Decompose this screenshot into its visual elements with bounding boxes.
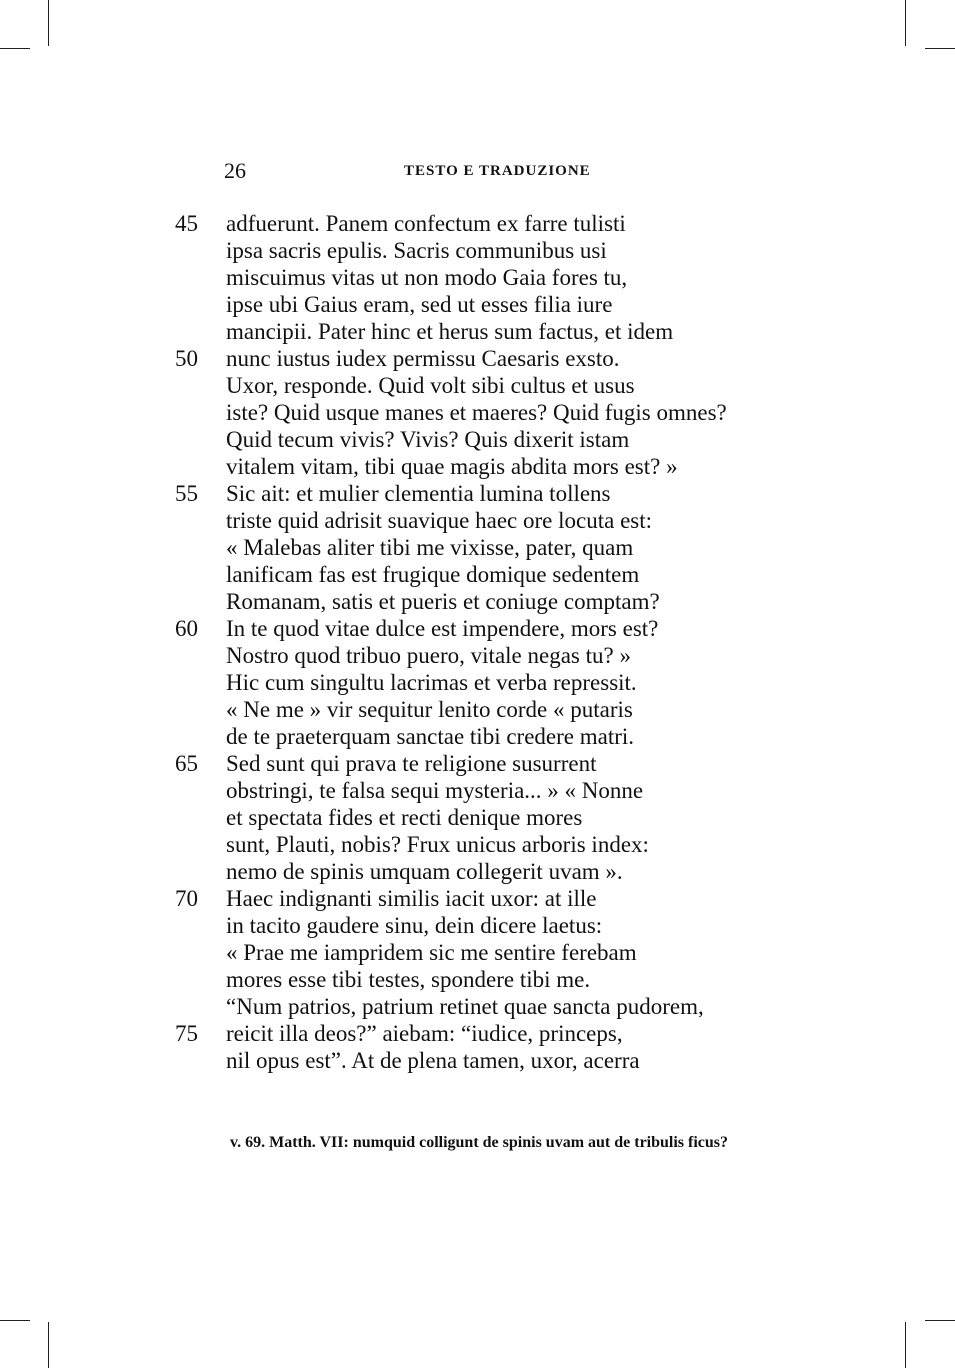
verse-line	[0, 669, 955, 696]
verse-text: « Prae me iampridem sic me sentire ferebam	[226, 940, 637, 965]
verse-text: in tacito gaudere sinu, dein dicere laetus:	[226, 913, 603, 938]
verse-text: In te quod vitae dulce est impendere, mors est?	[226, 616, 659, 641]
verse-text: Nostro quod tribuo puero, vitale negas tu? »	[226, 643, 631, 668]
crop-mark	[48, 1322, 49, 1368]
verse-text: lanificam fas est frugique domique sedentem	[226, 562, 640, 587]
verse-text: reicit illa deos?” aiebam: “iudice, princeps,	[226, 1021, 623, 1046]
verse-text: ipsa sacris epulis. Sacris communibus usi	[226, 238, 607, 263]
line-number: 55	[175, 481, 198, 506]
verse-line	[0, 939, 955, 966]
verse-line	[0, 696, 955, 723]
verse-text: « Malebas aliter tibi me vixisse, pater, quam	[226, 535, 634, 560]
verse-line	[0, 804, 955, 831]
verse-text: Haec indignanti similis iacit uxor: at ille	[226, 886, 597, 911]
verse-line	[0, 237, 955, 264]
verse-text: Uxor, responde. Quid volt sibi cultus et usus	[226, 373, 635, 398]
crop-mark	[925, 1320, 955, 1321]
verse-text: et spectata fides et recti denique mores	[226, 805, 583, 830]
verse-line	[0, 399, 955, 426]
verse-text: vitalem vitam, tibi quae magis abdita mors est? »	[226, 454, 678, 479]
verse-text: Hic cum singultu lacrimas et verba repressit.	[226, 670, 637, 695]
verse-text: nil opus est”. At de plena tamen, uxor, acerra	[226, 1048, 640, 1073]
line-number: 45	[175, 211, 198, 236]
verse-text: iste? Quid usque manes et maeres? Quid fugis omnes?	[226, 400, 727, 425]
footnote: v. 69. Matth. VII: numquid colligunt de spinis uvam aut de tribulis ficus?	[230, 1134, 729, 1151]
verse-line	[0, 723, 955, 750]
line-number: 60	[175, 616, 198, 641]
verse-line	[0, 642, 955, 669]
verse-line	[0, 210, 955, 237]
line-number: 50	[175, 346, 198, 371]
line-number: 65	[175, 751, 198, 776]
crop-mark	[905, 0, 906, 46]
verse-line	[0, 993, 955, 1020]
verse-text: de te praeterquam sanctae tibi credere matri.	[226, 724, 635, 749]
verse-line	[0, 372, 955, 399]
verse-line	[0, 453, 955, 480]
page-header	[224, 158, 604, 188]
crop-mark	[48, 0, 49, 46]
verse-text: nunc iustus iudex permissu Caesaris exsto.	[226, 346, 620, 371]
verse-line	[0, 507, 955, 534]
verse-text: mores esse tibi testes, spondere tibi me.	[226, 967, 591, 992]
verse-line	[0, 777, 955, 804]
verse-line	[0, 1047, 955, 1074]
verse-line	[0, 885, 955, 912]
verse-line	[0, 615, 955, 642]
crop-mark	[905, 1322, 906, 1368]
verse-line	[0, 831, 955, 858]
verse-line	[0, 966, 955, 993]
verse-line	[0, 858, 955, 885]
verse-line	[0, 426, 955, 453]
verse-line	[0, 264, 955, 291]
verse-text: ipse ubi Gaius eram, sed ut esses filia iure	[226, 292, 613, 317]
verse-block	[0, 210, 955, 1074]
verse-text: “Num patrios, patrium retinet quae sancta pudorem,	[226, 994, 704, 1019]
verse-text: adfuerunt. Panem confectum ex farre tulisti	[226, 211, 626, 236]
verse-line	[0, 345, 955, 372]
verse-line	[0, 534, 955, 561]
verse-line	[0, 750, 955, 777]
line-number: 70	[175, 886, 198, 911]
verse-text: Sed sunt qui prava te religione susurrent	[226, 751, 597, 776]
verse-text: mancipii. Pater hinc et herus sum factus, et idem	[226, 319, 674, 344]
verse-text: Romanam, satis et pueris et coniuge comptam?	[226, 589, 660, 614]
verse-text: nemo de spinis umquam collegerit uvam ».	[226, 859, 623, 884]
verse-line	[0, 480, 955, 507]
verse-line	[0, 912, 955, 939]
page-number: 26	[224, 158, 246, 183]
crop-mark	[0, 48, 30, 49]
line-number: 75	[175, 1021, 198, 1046]
verse-text: Quid tecum vivis? Vivis? Quis dixerit istam	[226, 427, 630, 452]
crop-mark	[925, 48, 955, 49]
running-head: TESTO E TRADUZIONE	[404, 163, 591, 179]
verse-text: obstringi, te falsa sequi mysteria... » « Nonne	[226, 778, 644, 803]
crop-mark	[0, 1320, 30, 1321]
verse-text: miscuimus vitas ut non modo Gaia fores tu,	[226, 265, 628, 290]
verse-text: sunt, Plauti, nobis? Frux unicus arboris index:	[226, 832, 649, 857]
verse-text: triste quid adrisit suavique haec ore locuta est:	[226, 508, 653, 533]
verse-text: Sic ait: et mulier clementia lumina tollens	[226, 481, 611, 506]
verse-line	[0, 588, 955, 615]
verse-line	[0, 318, 955, 345]
verse-line	[0, 1020, 955, 1047]
verse-line	[0, 561, 955, 588]
verse-text: « Ne me » vir sequitur lenito corde « putaris	[226, 697, 633, 722]
verse-line	[0, 291, 955, 318]
